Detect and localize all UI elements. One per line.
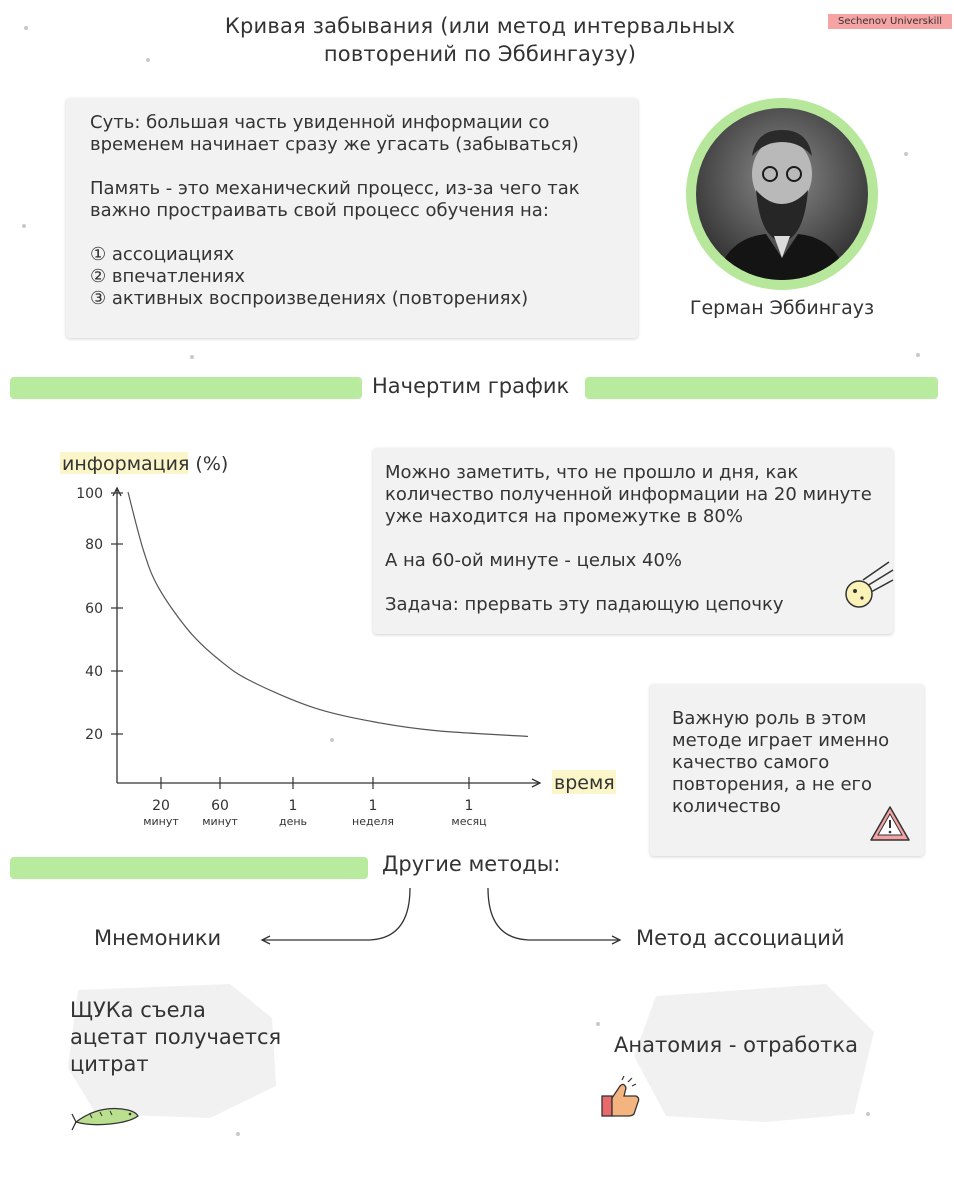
y-ticks	[76, 486, 123, 743]
y-tick-label: 60	[85, 601, 103, 617]
arrow-to-associations	[488, 888, 620, 940]
mnemonics-label: Мнемоники	[94, 926, 222, 950]
x-tick-value: 20	[152, 798, 170, 814]
portrait-caption: Герман Эббингауз	[689, 297, 875, 319]
section-bar-left	[10, 377, 362, 399]
mnemonics-line-2: ацетат получается	[70, 1025, 282, 1049]
quality-note-card	[650, 684, 924, 856]
methods-heading: Другие методы:	[382, 852, 561, 876]
portrait-photo	[696, 108, 868, 280]
thumbs-up-icon	[598, 1076, 644, 1122]
pike-fish-icon	[70, 1100, 140, 1132]
page-title-line-2: повторений по Эббингаузу)	[323, 42, 637, 66]
decor-dot	[24, 26, 28, 30]
section-bar-right	[585, 377, 938, 399]
mnemonics-line-1: ЩУКа съела	[70, 998, 206, 1022]
decor-dot	[236, 1132, 240, 1136]
intro-item-impressions: ② впечатлениях	[90, 266, 245, 287]
decor-dot	[22, 224, 26, 228]
x-tick-unit: минут	[143, 815, 179, 828]
decor-dot	[596, 1022, 600, 1026]
decor-dot	[190, 355, 194, 359]
y-axis-label: информация (%)	[62, 453, 229, 475]
graph-heading: Начертим график	[372, 374, 570, 398]
intro-item-reproductions: ③ активных воспроизведениях (повторениях)	[90, 288, 529, 309]
page-title-line-1: Кривая забывания (или метод интервальных	[224, 14, 736, 38]
observation-card	[373, 448, 893, 634]
x-tick-value: 60	[211, 798, 229, 814]
y-tick-label: 100	[76, 486, 103, 502]
intro-item-associations: ① ассоциациях	[90, 244, 235, 265]
x-tick-unit: минут	[202, 815, 238, 828]
x-tick-unit: день	[278, 815, 308, 828]
mnemonics-line-3: цитрат	[70, 1052, 149, 1076]
brand-badge: Sechenov Universkill	[828, 14, 952, 29]
mnemonics-example	[70, 997, 281, 1078]
arrow-to-mnemonics	[262, 888, 410, 940]
decor-dot	[904, 152, 908, 156]
portrait-illustration	[696, 108, 868, 280]
x-tick-value: 1	[464, 798, 474, 814]
observation-text-2: А на 60-ой минуте - целых 40%	[385, 550, 683, 571]
intro-essence: Суть: большая часть увиденной информации со временем начинает сразу же угасать (забываться)	[90, 112, 579, 155]
y-tick-label: 20	[85, 727, 103, 743]
x-tick-unit: месяц	[451, 815, 487, 828]
x-tick-unit: неделя	[352, 815, 394, 828]
x-axis-label: время	[554, 772, 615, 794]
page-title	[160, 12, 800, 68]
decor-dot	[916, 353, 920, 357]
methods-bar	[10, 857, 368, 879]
intro-memory: Память - это механический процесс, из-за чего так важно простраивать свой процесс обучения на:	[90, 178, 580, 221]
observation-text-1: Можно заметить, что не прошло и дня, как количество полученной информации на 20 минуте уже находится на промежутке в 80%	[385, 462, 872, 527]
associations-label: Метод ассоциаций	[636, 926, 845, 950]
warning-icon	[868, 804, 912, 844]
methods-arrows	[250, 880, 630, 960]
x-tick-value: 1	[288, 798, 298, 814]
quality-note-text: Важную роль в этом методе играет именно качество самого повторения, а не его количество	[672, 708, 890, 817]
intro-card	[66, 98, 638, 338]
meteor-icon	[841, 558, 895, 612]
y-tick-label: 40	[85, 664, 103, 680]
decor-dot	[146, 58, 150, 62]
task-text: Задача: прервать эту падающую цепочку	[385, 594, 784, 615]
x-ticks	[143, 777, 486, 828]
y-tick-label: 80	[85, 537, 103, 553]
x-tick-value: 1	[368, 798, 378, 814]
associations-example: Анатомия - отработка	[614, 1033, 858, 1057]
